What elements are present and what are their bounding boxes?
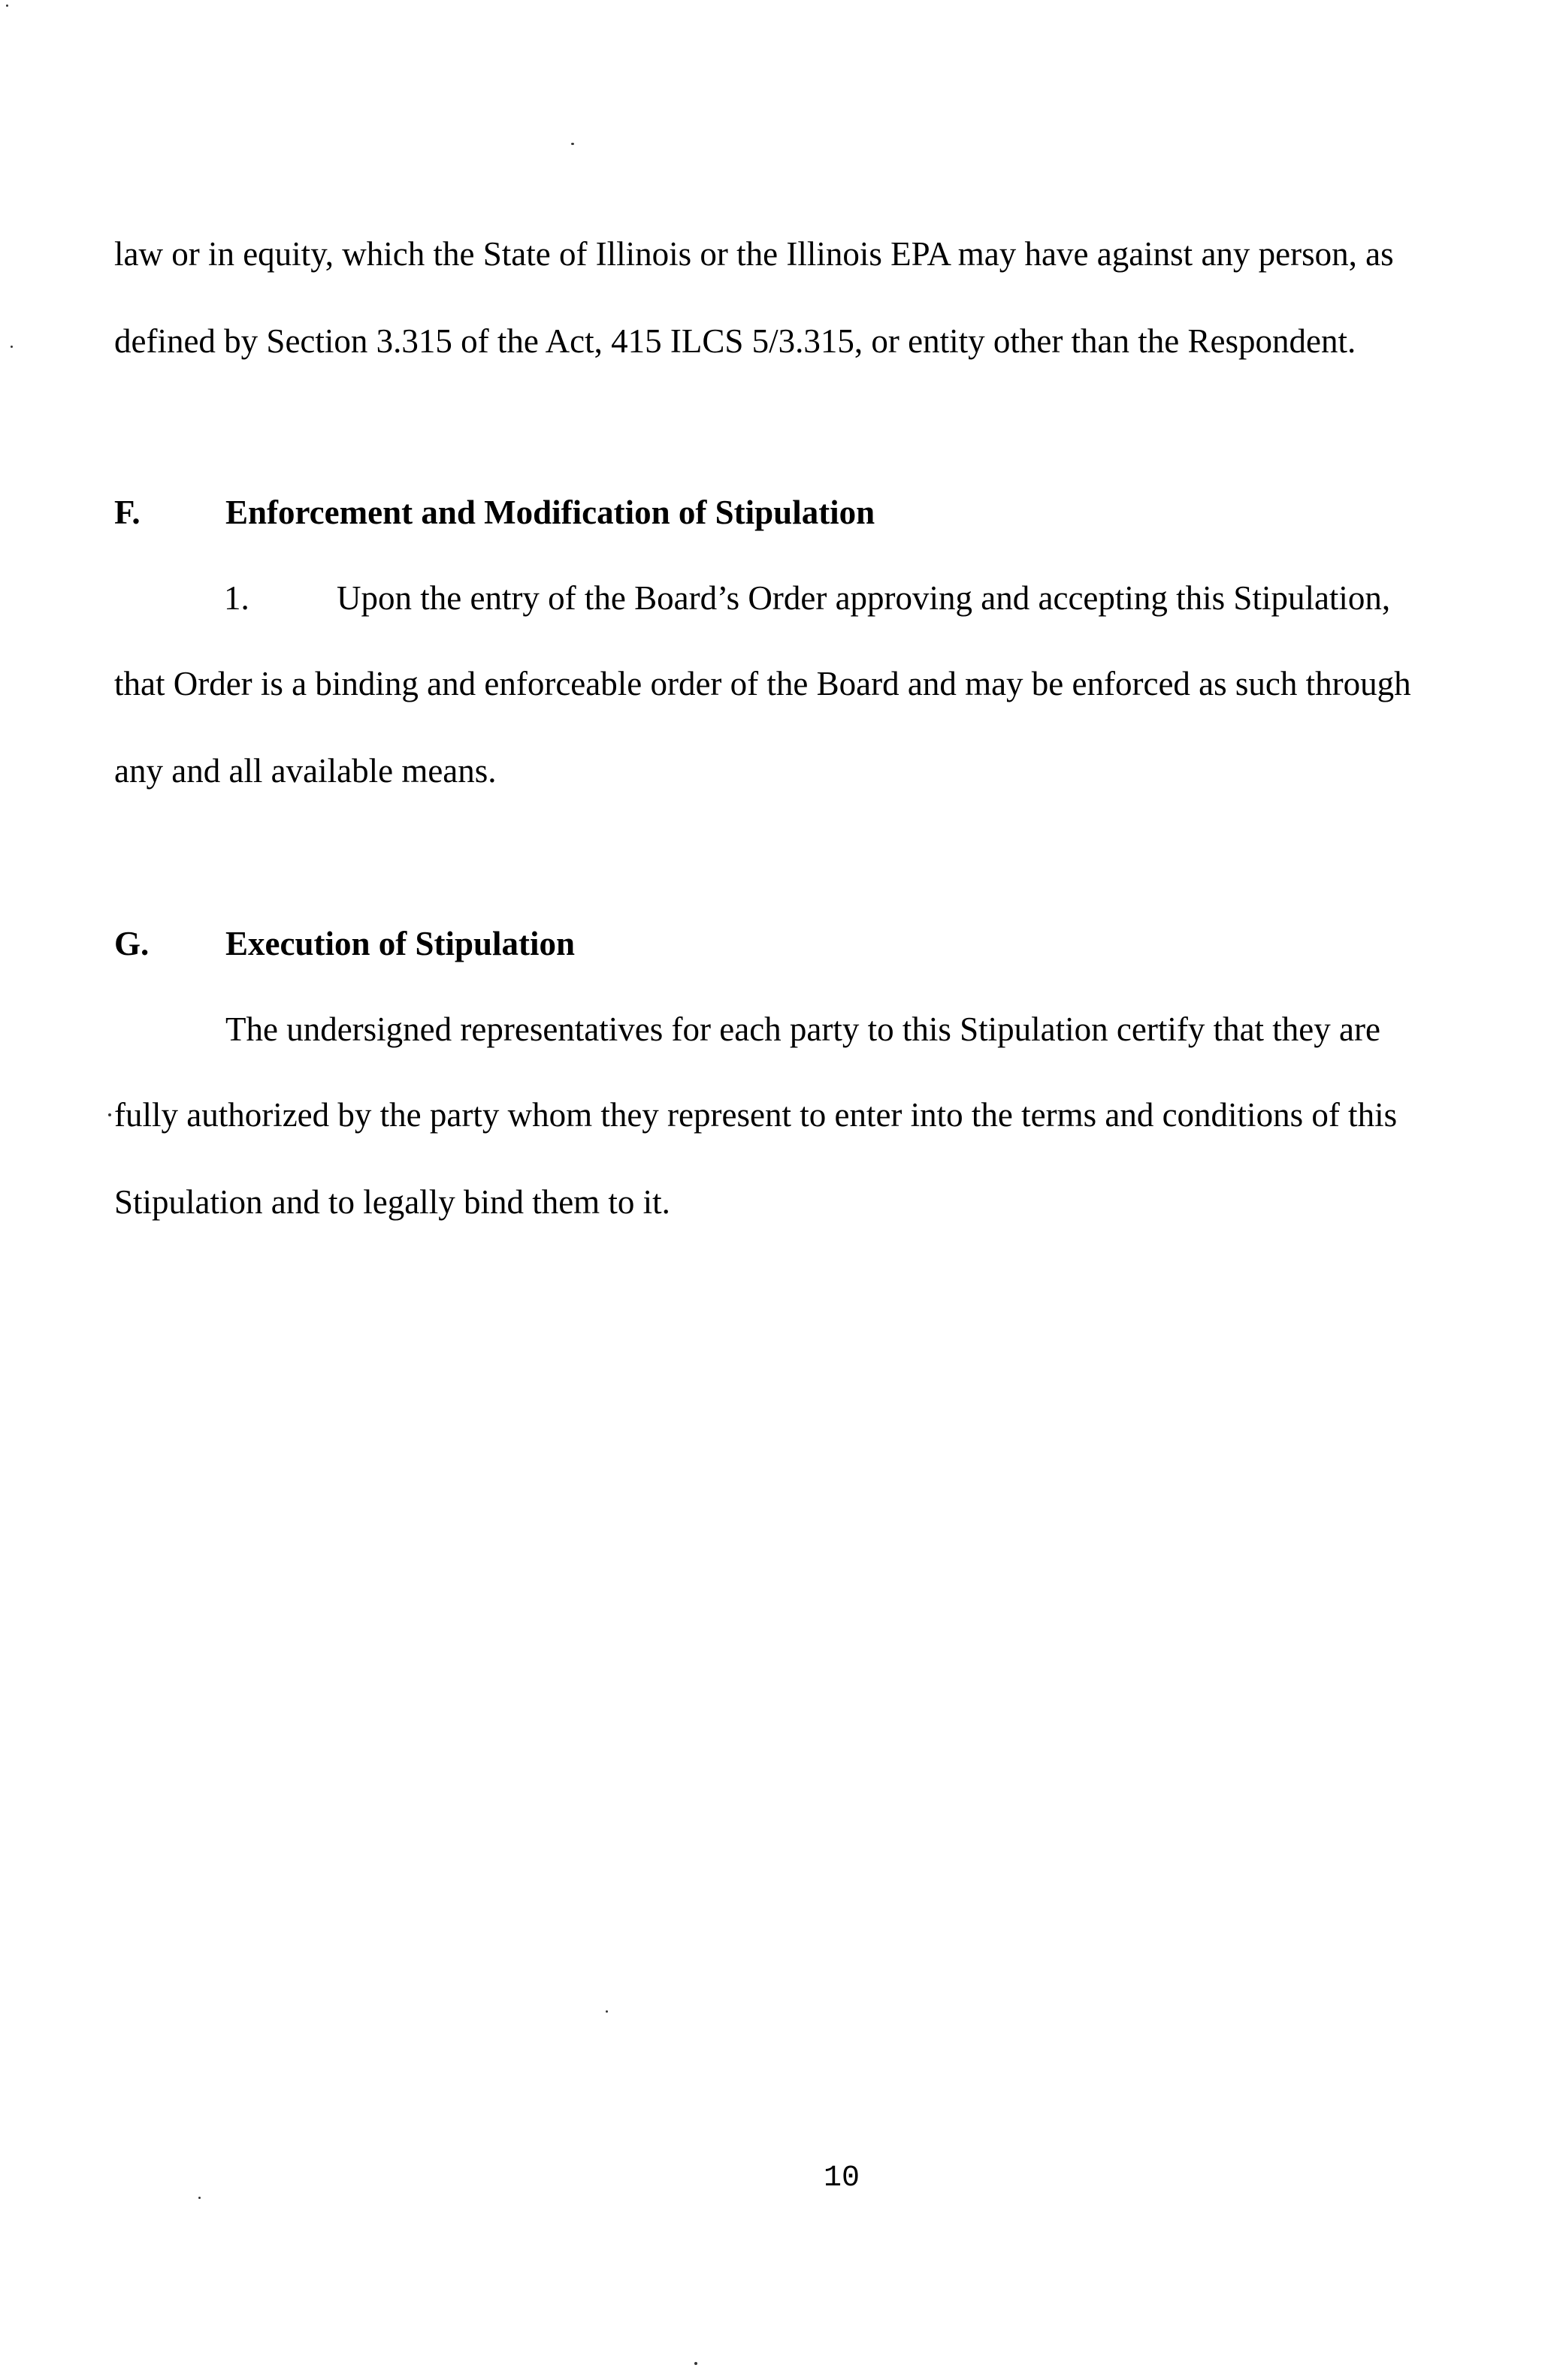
scan-speck [606, 2010, 608, 2013]
scan-speck [571, 143, 574, 145]
scan-speck [694, 2362, 697, 2365]
section-letter-f: F. [114, 494, 141, 531]
item-number: 1. [224, 579, 249, 617]
section-heading-g: Execution of Stipulation [225, 925, 576, 962]
page-number: 10 [824, 2161, 860, 2195]
section-heading-f: Enforcement and Modification of Stipulation [225, 494, 875, 531]
section-letter-g: G. [114, 925, 150, 962]
paragraph-line: that Order is a binding and enforceable order of the Board and may be enforced as such through [114, 665, 1411, 702]
paragraph-line: Stipulation and to legally bind them to it. [114, 1183, 670, 1221]
scan-speck [108, 1113, 111, 1116]
paragraph-line: law or in equity, which the State of Illinois or the Illinois EPA may have against any person, as [114, 235, 1394, 273]
scan-speck [11, 346, 13, 348]
paragraph-line: Upon the entry of the Board’s Order approving and accepting this Stipulation, [337, 579, 1391, 617]
paragraph-line: The undersigned representatives for each party to this Stipulation certify that they are [225, 1010, 1380, 1048]
scan-speck [198, 2197, 201, 2199]
paragraph-line: any and all available means. [114, 752, 497, 790]
paragraph-line: fully authorized by the party whom they represent to enter into the terms and conditions of this [114, 1096, 1398, 1134]
paragraph-line: defined by Section 3.315 of the Act, 415 ILCS 5/3.315, or entity other than the Respondent. [114, 322, 1356, 360]
scan-speck [6, 5, 8, 7]
